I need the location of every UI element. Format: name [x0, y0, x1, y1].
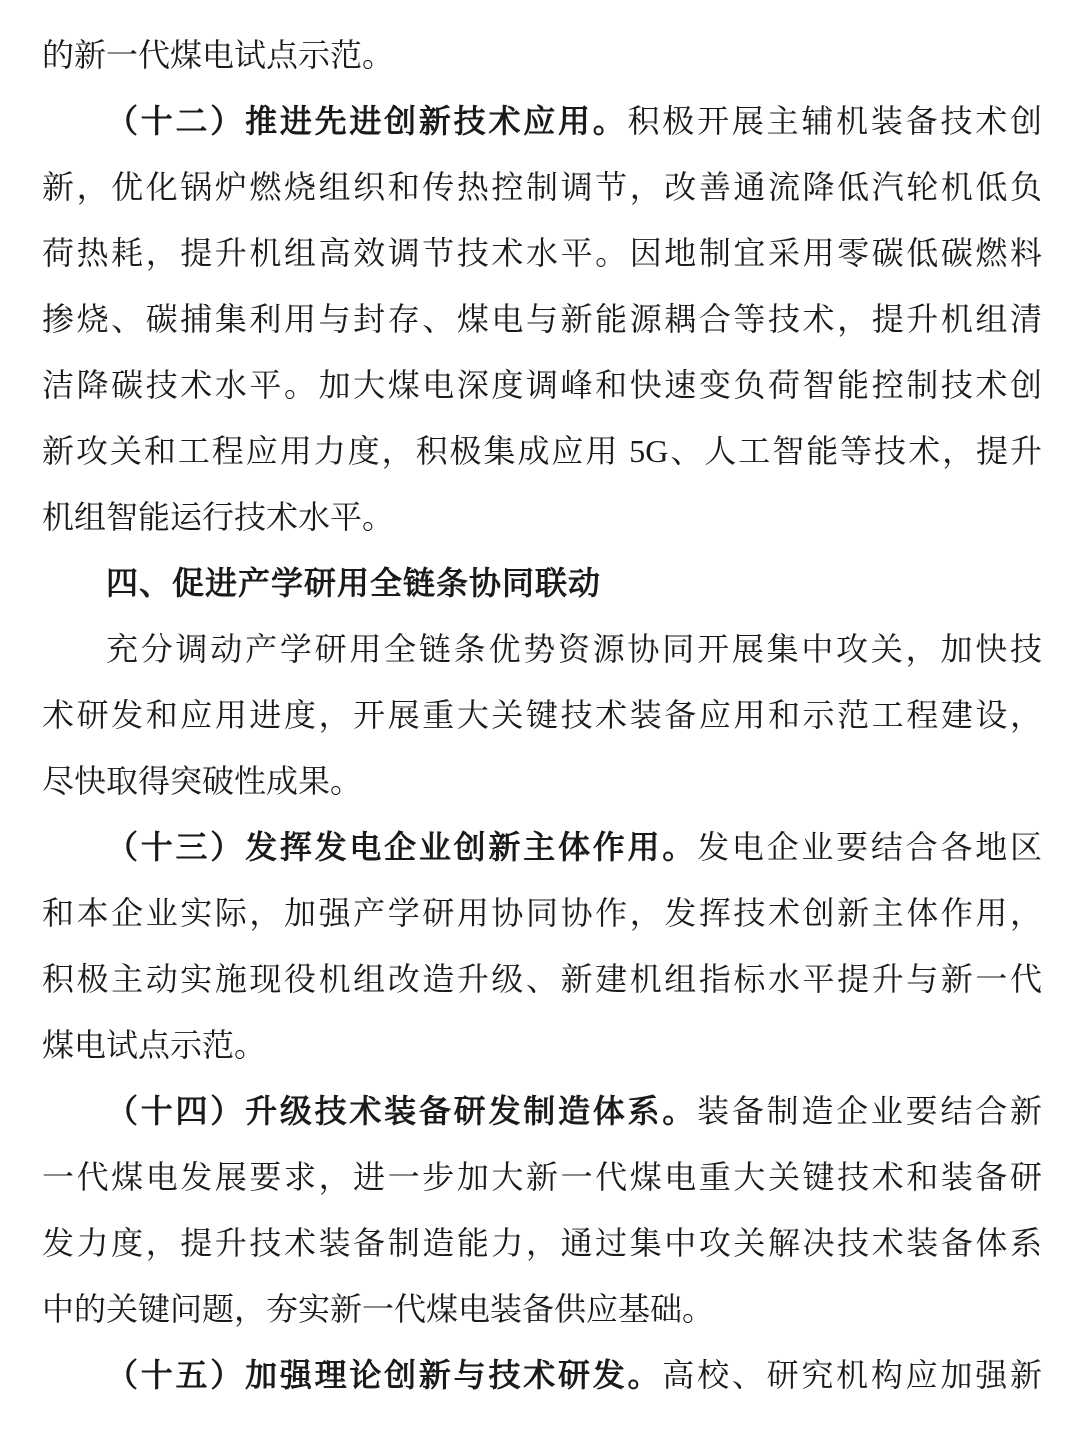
clause-12-title: （十二）推进先进创新技术应用。: [106, 103, 628, 139]
paragraph-end-line: [42, 748, 1042, 814]
text-line: [42, 220, 1042, 286]
text-line: [42, 682, 1042, 748]
line-text: 荷热耗，提升机组高效调节技术水平。因地制宜采用零碳低碳燃料: [42, 235, 1042, 271]
text-line: [42, 946, 1042, 1012]
paragraph-first-line: [42, 616, 1042, 682]
line-text: 一代煤电发展要求，进一步加大新一代煤电重大关键技术和装备研: [42, 1159, 1042, 1195]
clause-15-lead-line: [42, 1342, 1042, 1408]
line-text: 中的关键问题，夯实新一代煤电装备供应基础。: [42, 1291, 715, 1327]
line-text: 积极开展主辅机装备技术创: [627, 103, 1042, 139]
clause-13-lead-line: [42, 814, 1042, 880]
line-text: 机组智能运行技术水平。: [42, 499, 395, 535]
line-text: 尽快取得突破性成果。: [42, 763, 363, 799]
line-text: 煤电试点示范。: [42, 1027, 267, 1063]
line-text: 高校、研究机构应加强新: [662, 1357, 1042, 1393]
text-line: [42, 1144, 1042, 1210]
text-line: [42, 154, 1042, 220]
paragraph-end-line: [42, 1012, 1042, 1078]
paragraph-end-line: [42, 484, 1042, 550]
line-text: 的新一代煤电试点示范。: [42, 37, 395, 73]
line-text: 术研发和应用进度，开展重大关键技术装备应用和示范工程建设，: [42, 697, 1042, 733]
line-text: 装备制造企业要结合新: [697, 1093, 1042, 1129]
line-text: 发力度，提升技术装备制造能力，通过集中攻关解决技术装备体系: [42, 1225, 1042, 1261]
clause-12-lead-line: [42, 88, 1042, 154]
clause-13-title: （十三）发挥发电企业创新主体作用。: [106, 829, 698, 865]
paragraph-continuation-line: [42, 22, 1042, 88]
line-text: 新攻关和工程应用力度，积极集成应用 5G、人工智能等技术，提升: [42, 433, 1042, 469]
text-line: [42, 286, 1042, 352]
line-text: 洁降碳技术水平。加大煤电深度调峰和快速变负荷智能控制技术创: [42, 367, 1042, 403]
text-line: [42, 1210, 1042, 1276]
section-heading: [42, 550, 1042, 616]
line-text: 发电企业要结合各地区: [697, 829, 1042, 865]
line-text: 和本企业实际，加强产学研用协同协作，发挥技术创新主体作用，: [42, 895, 1042, 931]
clause-14-lead-line: [42, 1078, 1042, 1144]
text-line: [42, 880, 1042, 946]
paragraph-end-line: [42, 1276, 1042, 1342]
text-line: [42, 418, 1042, 484]
text-line: [42, 352, 1042, 418]
clause-15-title: （十五）加强理论创新与技术研发。: [106, 1357, 663, 1393]
line-text: 掺烧、碳捕集利用与封存、煤电与新能源耦合等技术，提升机组清: [42, 301, 1042, 337]
section-heading-text: 四、促进产学研用全链条协同联动: [106, 565, 602, 601]
line-text: 充分调动产学研用全链条优势资源协同开展集中攻关，加快技: [106, 631, 1042, 667]
clause-14-title: （十四）升级技术装备研发制造体系。: [106, 1093, 698, 1129]
line-text: 新，优化锅炉燃烧组织和传热控制调节，改善通流降低汽轮机低负: [42, 169, 1042, 205]
line-text: 积极主动实施现役机组改造升级、新建机组指标水平提升与新一代: [42, 961, 1042, 997]
